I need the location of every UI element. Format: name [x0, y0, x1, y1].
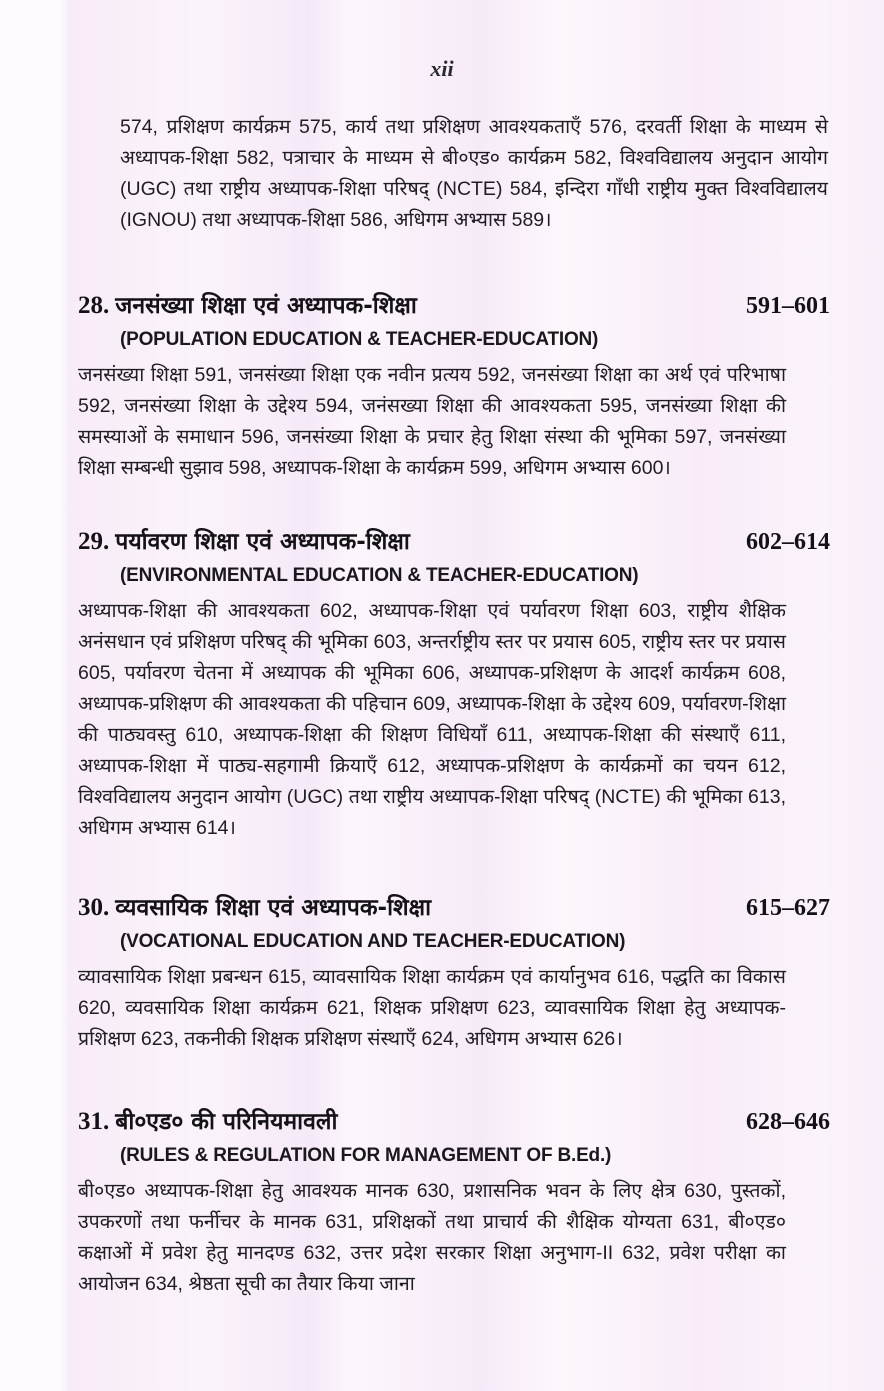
- section-page-range: 602–614: [746, 529, 830, 555]
- section-heading: [78, 890, 830, 928]
- section-title: व्यवसायिक शिक्षा एवं अध्यापक-शिक्षा: [115, 895, 432, 921]
- section-page-range: 628–646: [746, 1109, 830, 1135]
- section-english-title: (VOCATIONAL EDUCATION AND TEACHER-EDUCATION): [120, 931, 626, 952]
- toc-section-29: [78, 524, 830, 844]
- section-title-row: [78, 1104, 337, 1136]
- section-contents: बी०एड० अध्यापक-शिक्षा हेतु आवश्यक मानक 630, प्रशासनिक भवन के लिए क्षेत्र 630, पुस्तकों, उपकरणों तथा फर्नीचर के मानक 631, प्रशिक्षकों तथा प्राचार्य की शैक्षिक योग्यता 631, बी०एड० कक्षाओं में प्रवेश हेतु मानदण्ड 632, उत्तर प्रदेश सरकार शिक्षा अनुभाग-II 632, प्रवेश परीक्षा का आयोजन 634, श्रेष्ठता सूची का तैयार किया जाना: [78, 1180, 786, 1295]
- toc-section-31: [78, 1104, 830, 1300]
- section-title: बी०एड० की परिनियमावली: [115, 1109, 338, 1135]
- section-page-range: 615–627: [746, 895, 830, 921]
- section-contents: जनसंख्या शिक्षा 591, जनसंख्या शिक्षा एक नवीन प्रत्यय 592, जनसंख्या शिक्षा का अर्थ एवं परिभाषा 592, जनसंख्या शिक्षा के उद्देश्य 594, जनंसख्या शिक्षा की आवश्यकता 595, जनसंख्या शिक्षा की समस्याओं के समाधान 596, जनसंख्या शिक्षा के प्रचार हेतु शिक्षा संस्था की भूमिका 597, जनसंख्या शिक्षा सम्बन्धी सुझाव 598, अध्यापक-शिक्षा के कार्यक्रम 599, अधिगम अभ्यास 600।: [78, 364, 786, 479]
- intro-paragraph: 574, प्रशिक्षण कार्यक्रम 575, कार्य तथा प्रशिक्षण आवश्यकताएँ 576, दरवर्ती शिक्षा के माध्यम से अध्यापक-शिक्षा 582, पत्राचार के माध्यम से बी०एड० कार्यक्रम 582, विश्वविद्यालय अनुदान आयोग (UGC) तथा राष्ट्रीय अध्यापक-शिक्षा परिषद् (NCTE) 584, इन्दिरा गाँधी राष्ट्रीय मुक्त विश्वविद्यालय (IGNOU) तथा अध्यापक-शिक्षा 586, अधिगम अभ्यास 589।: [120, 116, 828, 231]
- section-number: 31.: [78, 1108, 110, 1135]
- section-heading: [78, 288, 830, 326]
- section-title-row: [78, 524, 410, 556]
- section-contents: अध्यापक-शिक्षा की आवश्यकता 602, अध्यापक-शिक्षा एवं पर्यावरण शिक्षा 603, राष्ट्रीय शैक्षिक अनंसधान एवं प्रशिक्षण परिषद् की भूमिका 603, अन्तर्राष्ट्रीय स्तर पर प्रयास 605, राष्ट्रीय स्तर पर प्रयास 605, पर्यावरण चेतना में अध्यापक की भूमिका 606, अध्यापक-प्रशिक्षण के आदर्श कार्यक्रम 608, अध्यापक-प्रशिक्षण की आवश्यकता की पहिचान 609, अध्यापक-शिक्षा के उद्देश्य 609, पर्यावरण-शिक्षा की पाठ्यवस्तु 610, अध्यापक-शिक्षा की शिक्षण विधियाँ 611, अध्यापक-शिक्षा की संस्थाएँ 611, अध्यापक-शिक्षा में पाठ्य-सहगामी क्रियाएँ 612, अध्यापक-प्रशिक्षण के कार्यक्रमों का चयन 612, विश्वविद्यालय अनुदान आयोग (UGC) तथा राष्ट्रीय अध्यापक-शिक्षा परिषद् (NCTE) की भूमिका 613, अधिगम अभ्यास 614।: [78, 600, 786, 839]
- section-english-title: (ENVIRONMENTAL EDUCATION & TEACHER-EDUCATION): [120, 565, 639, 586]
- section-english-title: (POPULATION EDUCATION & TEACHER-EDUCATION): [120, 329, 599, 350]
- section-number: 28.: [78, 292, 110, 319]
- toc-section-30: [78, 890, 830, 1055]
- section-title: पर्यावरण शिक्षा एवं अध्यापक-शिक्षा: [115, 529, 410, 555]
- section-heading: [78, 1104, 830, 1142]
- section-title-row: [78, 890, 431, 922]
- section-page-range: 591–601: [746, 293, 830, 319]
- toc-section-28: [78, 288, 830, 484]
- section-heading: [78, 524, 830, 562]
- page-number: xii: [430, 56, 454, 81]
- section-title-row: [78, 288, 417, 320]
- section-number: 30.: [78, 894, 110, 921]
- section-contents: व्यावसायिक शिक्षा प्रबन्धन 615, व्यावसायिक शिक्षा कार्यक्रम एवं कार्यानुभव 616, पद्धति का विकास 620, व्यवसायिक शिक्षा कार्यक्रम 621, शिक्षक प्रशिक्षण 623, व्यावसायिक शिक्षा हेतु अध्यापक-प्रशिक्षण 623, तकनीकी शिक्षक प्रशिक्षण संस्थाएँ 624, अधिगम अभ्यास 626।: [78, 966, 786, 1050]
- section-english-title: (RULES & REGULATION FOR MANAGEMENT OF B.Ed.): [120, 1145, 612, 1166]
- section-title: जनसंख्या शिक्षा एवं अध्यापक-शिक्षा: [115, 293, 417, 319]
- table-of-contents: [78, 112, 830, 1295]
- section-number: 29.: [78, 528, 110, 555]
